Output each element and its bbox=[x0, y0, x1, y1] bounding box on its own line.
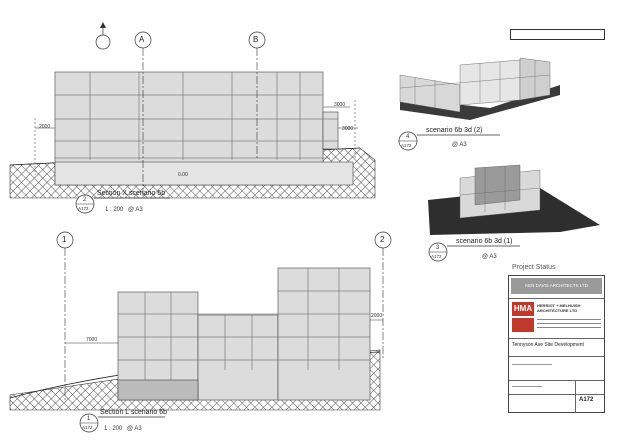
dim-right-upper-x: 3000 bbox=[334, 102, 346, 108]
title-block-divider-3 bbox=[509, 356, 604, 357]
title-block-divider-2 bbox=[509, 338, 604, 339]
marker-number-3d1: 3 bbox=[436, 245, 440, 251]
sheet-number-divider bbox=[575, 380, 576, 413]
sheet-number: A172 bbox=[579, 397, 594, 403]
marker-ref-l: A172 bbox=[82, 425, 93, 430]
paper-3d1: @ A3 bbox=[482, 254, 497, 260]
title-block-divider-4 bbox=[509, 380, 604, 381]
hma-logo bbox=[512, 302, 534, 316]
firm-banner bbox=[511, 278, 602, 294]
level-text-x: 0.00 bbox=[178, 172, 188, 178]
hma-logo-text: HMA bbox=[513, 304, 533, 313]
view-3d-2-marker bbox=[399, 132, 500, 150]
hma-logo-lower bbox=[512, 318, 534, 332]
marker-number-3d2: 4 bbox=[406, 134, 410, 140]
paper-3d2: @ A3 bbox=[452, 142, 467, 148]
paper-section-x: @ A3 bbox=[128, 207, 143, 213]
grid-label-2: 2 bbox=[380, 235, 385, 244]
dim-right-l: 2000 bbox=[371, 313, 383, 319]
section-l-building bbox=[118, 268, 370, 400]
project-address-line bbox=[512, 364, 552, 365]
dim-right-lower-x: 3000 bbox=[342, 126, 354, 132]
dim-left-l: 7000 bbox=[86, 337, 98, 343]
paper-section-l: @ A3 bbox=[127, 426, 142, 432]
project-status-label: Project Status bbox=[512, 264, 556, 271]
view-title-section-l: Section L scenario 6b bbox=[100, 409, 168, 416]
title-block-divider bbox=[509, 298, 604, 299]
marker-number-l: 1 bbox=[87, 416, 91, 422]
view-3d-2-model bbox=[400, 58, 560, 120]
hma-line-2 bbox=[537, 323, 601, 324]
scale-section-x: 1 : 200 bbox=[105, 207, 124, 213]
title-block-divider-5 bbox=[509, 394, 604, 395]
hma-name: HERRIOT + MELHUISH ARCHITECTURE LTD bbox=[537, 303, 581, 313]
hma-line-1 bbox=[537, 319, 601, 320]
grid-label-1: 1 bbox=[62, 235, 67, 244]
view-title-3d2: scenario 6b 3d (2) bbox=[426, 127, 483, 134]
marker-ref-3d1: A172 bbox=[431, 254, 442, 259]
marker-ref-3d2: A172 bbox=[401, 143, 412, 148]
view-title-section-x: Section X scenario 6b bbox=[97, 190, 166, 197]
scale-section-l: 1 : 200 bbox=[104, 426, 123, 432]
drawing-title-line bbox=[512, 386, 542, 387]
view-title-3d1: scenario 6b 3d (1) bbox=[456, 238, 513, 245]
project-name: Tennyson Ave Site Development bbox=[512, 342, 584, 348]
firm-banner-text: KEN DAVIS ARCHITECTS LTD bbox=[525, 283, 588, 288]
view-3d-1-marker bbox=[429, 243, 520, 261]
grid-label-a: A bbox=[139, 35, 145, 44]
grid-label-b: B bbox=[253, 35, 259, 44]
dim-left-x: 2000 bbox=[39, 124, 51, 130]
hma-line-3 bbox=[537, 327, 601, 328]
section-x-building bbox=[55, 72, 353, 185]
marker-ref-x: A172 bbox=[78, 206, 89, 211]
marker-number-x: 2 bbox=[83, 197, 87, 203]
title-block bbox=[508, 275, 605, 413]
view-3d-1-model bbox=[428, 165, 600, 235]
